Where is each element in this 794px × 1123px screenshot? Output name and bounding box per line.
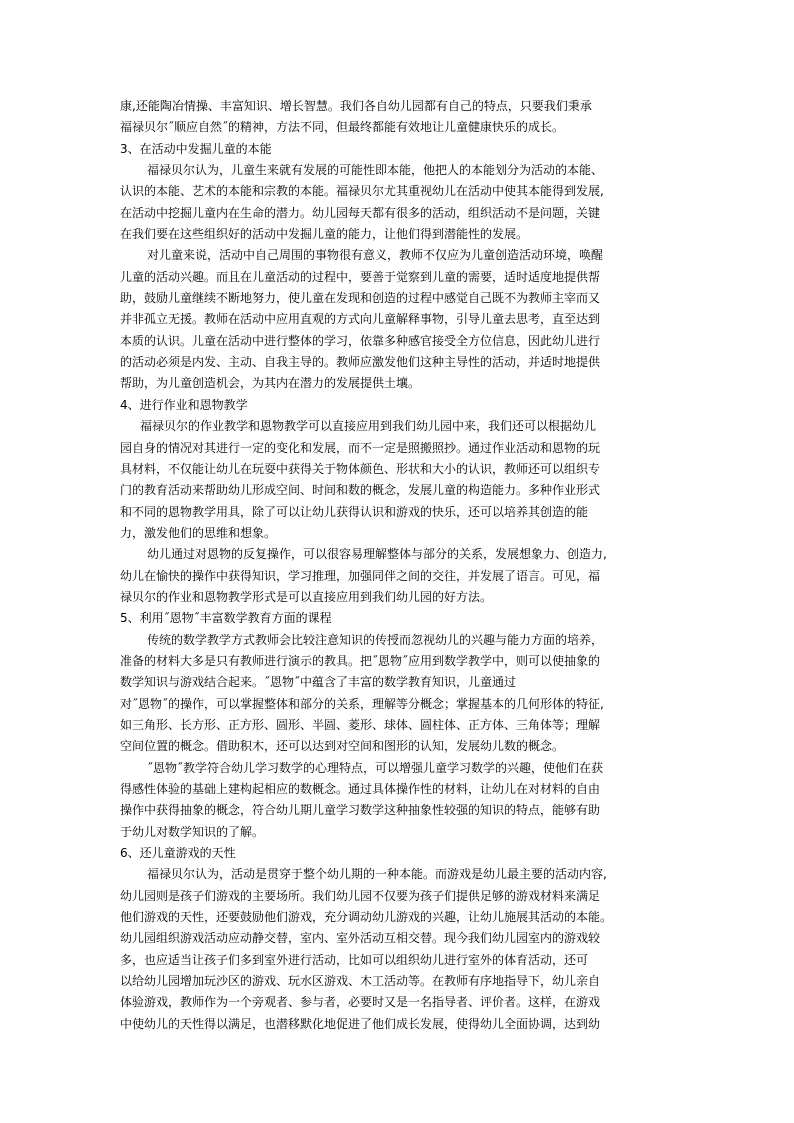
text-line: 数学知识与游戏结合起来。˝恩物˝中蕴含了丰富的数学教育知识，儿童通过 (120, 675, 517, 690)
text-line: 的活动必须是内发、主动、自我主导的。教师应激发他们这种主导性的活动，并适时地提供 (120, 355, 601, 370)
text-line: 儿童的活动兴趣。而且在儿童活动的过程中，要善于觉察到儿童的需要，适时适度地提供帮 (120, 269, 601, 284)
text-line: 在我们要在这些组织好的活动中发掘儿童的能力，让他们得到潜能性的发展。 (120, 227, 529, 242)
text-line: 帮助，为儿童创造机会，为其内在潜力的发展提供土壤。 (120, 376, 421, 391)
text-line: 如三角形、长方形、正方形、圆形、半圆、菱形、球体、圆柱体、正方体、三角体等；理解 (120, 717, 601, 732)
text-line: 幼儿在愉快的操作中获得知识，学习推理，加强同伴之间的交往，并发展了语言。可见，福 (120, 568, 601, 583)
text-line: 福禄贝尔˝顺应自然˝的精神，方法不同，但最终都能有效地让儿童健康快乐的成长。 (120, 120, 565, 135)
text-line: 空间位置的概念。借助积木，还可以达到对空间和图形的认知，发展幼儿数的概念。 (120, 739, 565, 754)
text-line: 操作中获得抽象的概念，符合幼儿期儿童学习数学这种抽象性较强的知识的特点，能够有助 (120, 803, 601, 818)
text-line: 中使幼儿的天性得以满足，也潜移默化地促进了他们成长发展，使得幼儿全面协调，达到幼 (120, 1016, 601, 1031)
text-line: 本质的认识。儿童在活动中进行整体的学习，依靠多种感官接受全方位信息，因此幼儿进行 (120, 333, 601, 348)
text-line: 在活动中挖掘儿童内在生命的潜力。幼儿园每天都有很多的活动，组织活动不是问题，关键 (120, 205, 601, 220)
text-line: 幼儿园则是孩子们游戏的主要场所。我们幼儿园不仅要为孩子们提供足够的游戏材料来满足 (120, 888, 601, 903)
text-line: 对˝恩物˝的操作，可以掌握整体和部分的关系，理解等分概念；掌握基本的几何形体的特征, (120, 696, 604, 711)
text-line: 体验游戏，教师作为一个旁观者、参与者，必要时又是一名指导者、评价者。这样，在游戏 (120, 995, 601, 1010)
text-line: 他们游戏的天性，还要鼓励他们游戏，充分调动幼儿游戏的兴趣，让幼儿施展其活动的本能。 (120, 910, 613, 925)
text-line: 4、进行作业和恩物教学 (120, 397, 248, 412)
text-line: 认识的本能、艺术的本能和宗教的本能。福禄贝尔尤其重视幼儿在活动中使其本能得到发展, (120, 184, 604, 199)
text-line: 和不同的恩物教学用具，除了可以让幼儿获得认识和游戏的快乐，还可以培养其创造的能 (120, 504, 589, 519)
text-line: 于幼儿对数学知识的了解。 (120, 824, 265, 839)
text-line: 得感性体验的基础上建构起相应的数概念。通过具体操作性的材料，让幼儿在对材料的自由 (120, 782, 601, 796)
text-line: 多，也应适当让孩子们多到室外进行活动，比如可以组织幼儿进行室外的体育活动，还可 (120, 952, 589, 967)
text-line: 6、还儿童游戏的天性 (120, 846, 236, 861)
text-line: 禄贝尔的作业和恩物教学形式是可以直接应用到我们幼儿园的好方法。 (120, 589, 493, 604)
text-line: 幼儿通过对恩物的反复操作，可以很容易理解整体与部分的关系，发展想象力、创造力, (147, 547, 607, 562)
text-line: 5、利用˝恩物˝丰富数学教育方面的课程 (120, 611, 332, 626)
text-line: 幼儿园组织游戏活动应动静交替，室内、室外活动互相交替。现今我们幼儿园室内的游戏较 (120, 931, 601, 946)
document-body (120, 96, 682, 1035)
text-line: 福禄贝尔认为，儿童生来就有发展的可能性即本能，他把人的本能划分为活动的本能、 (147, 163, 604, 178)
text-line: 准备的材料大多是只有教师进行演示的教具。把˝恩物˝应用到数学教学中，则可以使抽象的 (120, 653, 601, 668)
text-line: 助，鼓励儿童继续不断地努力，使儿童在发现和创造的过程中感觉自己既不为教师主宰而又 (120, 291, 601, 306)
text-line: 门的教育活动来帮助幼儿形成空间、时间和数的概念，发展儿童的构造能力。多种作业形式 (120, 483, 601, 498)
text-line: 福禄贝尔的作业教学和恩物教学可以直接应用到我们幼儿园中来，我们还可以根据幼儿 (140, 419, 597, 434)
text-line: 并非孤立无援。教师在活动中应用直观的方式向儿童解释事物，引导儿童去思考，直至达到 (120, 312, 601, 327)
text-line: 福禄贝尔认为，活动是贯穿于整个幼儿期的一种本能。而游戏是幼儿最主要的活动内容, (147, 867, 607, 882)
text-line: 传统的数学教学方式教师会比较注意知识的传授而忽视幼儿的兴趣与能力方面的培养， (147, 632, 604, 647)
text-line: ˝恩物˝教学符合幼儿学习数学的心理特点，可以增强儿童学习数学的兴趣，使他们在获 (147, 760, 604, 775)
text-line: 3、在活动中发掘儿童的本能 (120, 141, 272, 156)
text-line: 具材料，不仅能让幼儿在玩耍中获得关于物体颜色、形状和大小的认识，教师还可以组织专 (120, 461, 601, 476)
text-line: 对儿童来说，活动中自己周围的事物很有意义，教师不仅应为儿童创造活动环境，唤醒 (147, 248, 604, 263)
text-line: 力，激发他们的思维和想象。 (120, 525, 277, 540)
text-line: 康,还能陶冶情操、丰富知识、增长智慧。我们各自幼儿园都有自己的特点，只要我们秉承 (120, 99, 592, 113)
text-line: 以给幼儿园增加玩沙区的游戏、玩水区游戏、木工活动等。在教师有序地指导下，幼儿亲自 (120, 974, 601, 989)
text-line: 园自身的情况对其进行一定的变化和发展，而不一定是照搬照抄。通过作业活动和恩物的玩 (120, 440, 601, 455)
